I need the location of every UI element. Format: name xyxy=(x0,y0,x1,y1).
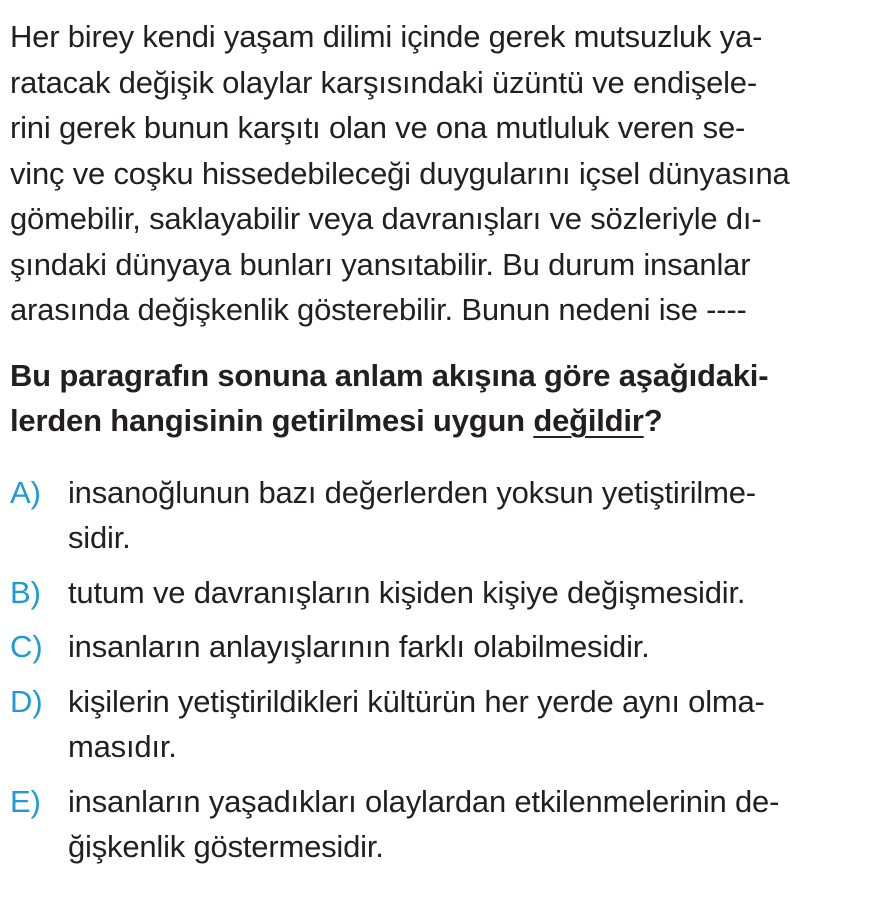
option-a[interactable] xyxy=(10,470,872,561)
paragraph-line: vinç ve coşku hissedebileceği duygularını içsel dünyasına xyxy=(10,155,790,191)
paragraph-line: rini gerek bunun karşıtı olan ve ona mutluluk veren se- xyxy=(10,110,746,145)
option-text: ğişkenlik göstermesidir. xyxy=(68,829,384,864)
question-line xyxy=(10,398,872,444)
option-text: masıdır. xyxy=(68,729,177,764)
option-d[interactable] xyxy=(10,679,872,770)
option-e[interactable] xyxy=(10,779,872,870)
answer-options xyxy=(10,470,872,870)
question-emphasis: değildir xyxy=(533,403,644,438)
option-letter: D) xyxy=(10,683,43,719)
option-text: tutum ve davranışların kişiden kişiye değişmesidir. xyxy=(68,574,746,610)
option-letter: E) xyxy=(10,783,41,819)
paragraph-line: ratacak değişik olaylar karşısındaki üzüntü ve endişele- xyxy=(10,64,757,100)
option-letter: C) xyxy=(10,629,43,664)
option-c[interactable] xyxy=(10,624,872,670)
paragraph-line: şındaki dünyaya bunları yansıtabilir. Bu durum insanlar xyxy=(10,246,751,282)
question-page xyxy=(10,14,872,879)
option-text: insanların anlayışlarının farklı olabilmesidir. xyxy=(68,629,650,664)
option-text: insanların yaşadıkları olaylardan etkilenmelerinin de- xyxy=(68,783,780,819)
option-text: sidir. xyxy=(68,520,131,555)
question-line: Bu paragrafın sonuna anlam akışına göre aşağıdaki- xyxy=(10,357,769,393)
question-prompt xyxy=(10,353,872,444)
question-text: lerden hangisinin getirilmesi uygun xyxy=(10,403,534,438)
paragraph-line: Her birey kendi yaşam dilimi içinde gerek mutsuzluk ya- xyxy=(10,19,763,54)
option-b[interactable] xyxy=(10,570,872,616)
option-text: kişilerin yetiştirildikleri kültürün her yerde aynı olma- xyxy=(68,683,765,719)
paragraph-line: gömebilir, saklayabilir veya davranışları ve sözleriyle dı- xyxy=(10,201,762,236)
question-mark: ? xyxy=(643,403,663,438)
option-letter: B) xyxy=(10,574,41,610)
option-letter: A) xyxy=(10,474,41,510)
paragraph-line: arasında değişkenlik gösterebilir. Bunun nedeni ise ---- xyxy=(10,292,747,327)
question-paragraph xyxy=(10,14,872,333)
option-text: insanoğlunun bazı değerlerden yoksun yetiştirilme- xyxy=(68,474,756,510)
